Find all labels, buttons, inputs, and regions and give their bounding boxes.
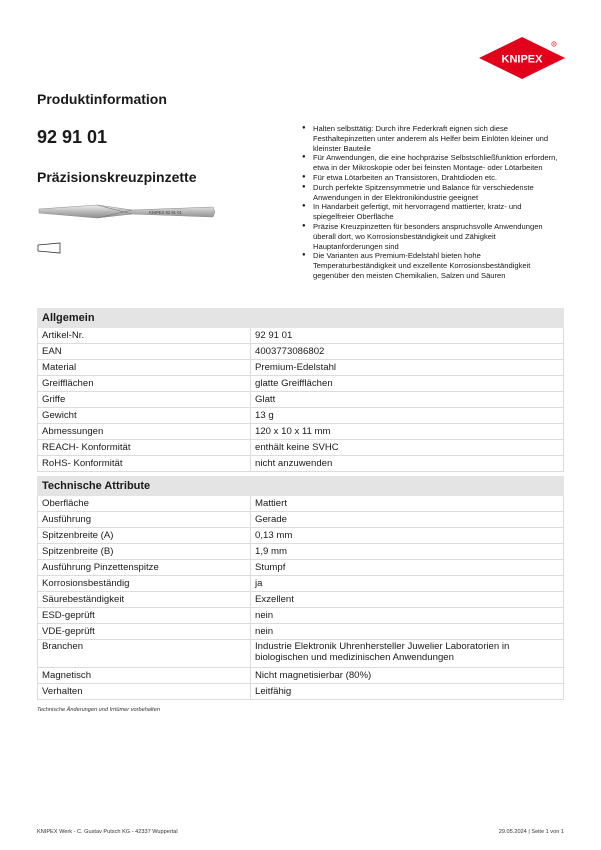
table-row bbox=[38, 640, 564, 668]
row-label: REACH- Konformität bbox=[38, 440, 251, 456]
row-value: Stumpf bbox=[251, 560, 564, 576]
row-label: Greifflächen bbox=[38, 376, 251, 392]
tip-shape-icon bbox=[37, 242, 61, 254]
row-value: Exzellent bbox=[251, 592, 564, 608]
feature-item: ● Die Varianten aus Premium-Edelstahl bieten hohe Temperaturbeständigkeit und exzellente Korrosionsbeständigkeit gegenüber den meisten Chemikalien, Salzen und Säuren bbox=[302, 251, 564, 280]
table-row bbox=[38, 496, 564, 512]
table-row bbox=[38, 344, 564, 360]
row-label: VDE-geprüft bbox=[38, 624, 251, 640]
table-row bbox=[38, 392, 564, 408]
row-value: nein bbox=[251, 608, 564, 624]
row-label: RoHS- Konformität bbox=[38, 456, 251, 472]
row-value: Glatt bbox=[251, 392, 564, 408]
article-number: 92 91 01 bbox=[37, 127, 108, 147]
general-table bbox=[37, 308, 564, 472]
row-label: Spitzenbreite (B) bbox=[38, 544, 251, 560]
row-label: Griffe bbox=[38, 392, 251, 408]
row-value: Gerade bbox=[251, 512, 564, 528]
table-row bbox=[38, 592, 564, 608]
table-row bbox=[38, 424, 564, 440]
technical-section-title: Technische Attribute bbox=[38, 477, 564, 496]
row-value: 120 x 10 x 11 mm bbox=[251, 424, 564, 440]
row-label: ESD-geprüft bbox=[38, 608, 251, 624]
row-value: Premium-Edelstahl bbox=[251, 360, 564, 376]
row-label: Oberfläche bbox=[38, 496, 251, 512]
table-row bbox=[38, 608, 564, 624]
row-value: nein bbox=[251, 624, 564, 640]
table-row bbox=[38, 328, 564, 344]
table-row bbox=[38, 624, 564, 640]
row-value: ja bbox=[251, 576, 564, 592]
knipex-logo bbox=[478, 36, 566, 80]
table-row bbox=[38, 360, 564, 376]
feature-item: ● Halten selbsttätig: Durch ihre Federkraft eignen sich diese Festhaltepinzetten unter anderem als Helfer beim Einlöten kleiner und kleinster Bauteile bbox=[302, 124, 564, 153]
row-label: Ausführung Pinzettenspitze bbox=[38, 560, 251, 576]
row-value: 13 g bbox=[251, 408, 564, 424]
row-label: Spitzenbreite (A) bbox=[38, 528, 251, 544]
feature-list bbox=[302, 124, 564, 281]
row-value: Nicht magnetisierbar (80%) bbox=[251, 668, 564, 684]
table-row bbox=[38, 684, 564, 700]
table-row bbox=[38, 560, 564, 576]
row-label: Material bbox=[38, 360, 251, 376]
row-value: enthält keine SVHC bbox=[251, 440, 564, 456]
table-row bbox=[38, 576, 564, 592]
table-row bbox=[38, 408, 564, 424]
row-label: Korrosionsbeständig bbox=[38, 576, 251, 592]
row-value: glatte Greifflächen bbox=[251, 376, 564, 392]
logo-text: KNIPEX bbox=[501, 53, 543, 66]
table-row bbox=[38, 456, 564, 472]
table-row bbox=[38, 668, 564, 684]
table-row bbox=[38, 376, 564, 392]
row-value: nicht anzuwenden bbox=[251, 456, 564, 472]
row-label: EAN bbox=[38, 344, 251, 360]
row-value: Mattiert bbox=[251, 496, 564, 512]
table-row bbox=[38, 544, 564, 560]
disclaimer: Technische Änderungen und Irrtümer vorbehalten bbox=[37, 707, 160, 713]
product-name: Präzisionskreuzpinzette bbox=[37, 169, 197, 185]
row-label: Abmessungen bbox=[38, 424, 251, 440]
footer-company: KNIPEX Werk - C. Gustav Putsch KG - 42337 Wuppertal bbox=[37, 829, 178, 835]
feature-item: ● Für Anwendungen, die eine hochpräzise Selbstschließfunktion erfordern, etwa in der Mikroskopie oder bei feinsten Montage- oder Lötarbeiten bbox=[302, 153, 564, 173]
row-value: Leitfähig bbox=[251, 684, 564, 700]
row-value: 92 91 01 bbox=[251, 328, 564, 344]
svg-text:R: R bbox=[552, 42, 556, 47]
row-label: Magnetisch bbox=[38, 668, 251, 684]
row-label: Gewicht bbox=[38, 408, 251, 424]
table-row bbox=[38, 440, 564, 456]
table-row bbox=[38, 512, 564, 528]
row-value: 1,9 mm bbox=[251, 544, 564, 560]
row-value: 0,13 mm bbox=[251, 528, 564, 544]
row-label: Säurebeständigkeit bbox=[38, 592, 251, 608]
row-value: 4003773086802 bbox=[251, 344, 564, 360]
table-row bbox=[38, 528, 564, 544]
footer-page-info: 29.05.2024 | Seite 1 von 1 bbox=[498, 829, 564, 835]
row-label: Artikel-Nr. bbox=[38, 328, 251, 344]
row-label: Verhalten bbox=[38, 684, 251, 700]
feature-item: ● In Handarbeit gefertigt, mit hervorragend mattierter, kratz- und spiegelfreier Oberfläche bbox=[302, 202, 564, 222]
product-image bbox=[37, 200, 217, 224]
feature-item: ● Präzise Kreuzpinzetten für besonders anspruchsvolle Anwendungen überall dort, wo Korrosionsbeständigkeit und Zähigkeit Hauptanforderungen sind bbox=[302, 222, 564, 251]
technical-table bbox=[37, 476, 564, 700]
row-label: Branchen bbox=[38, 640, 251, 668]
feature-item: ● Durch perfekte Spitzensymmetrie und Balance für verschiedenste Anwendungen in der Elektronikindustrie geeignet bbox=[302, 183, 564, 203]
row-label: Ausführung bbox=[38, 512, 251, 528]
general-section-title: Allgemein bbox=[38, 309, 564, 328]
row-value: Industrie Elektronik Uhrenhersteller Juwelier Laboratorien in biologischen und medizinischen Anwendungen bbox=[251, 640, 564, 668]
page-heading: Produktinformation bbox=[37, 91, 167, 107]
feature-item: ● Für etwa Lötarbeiten an Transistoren, Drahtdioden etc. bbox=[302, 173, 564, 183]
product-engraving: KNIPEX 92 91 01 bbox=[149, 210, 182, 215]
